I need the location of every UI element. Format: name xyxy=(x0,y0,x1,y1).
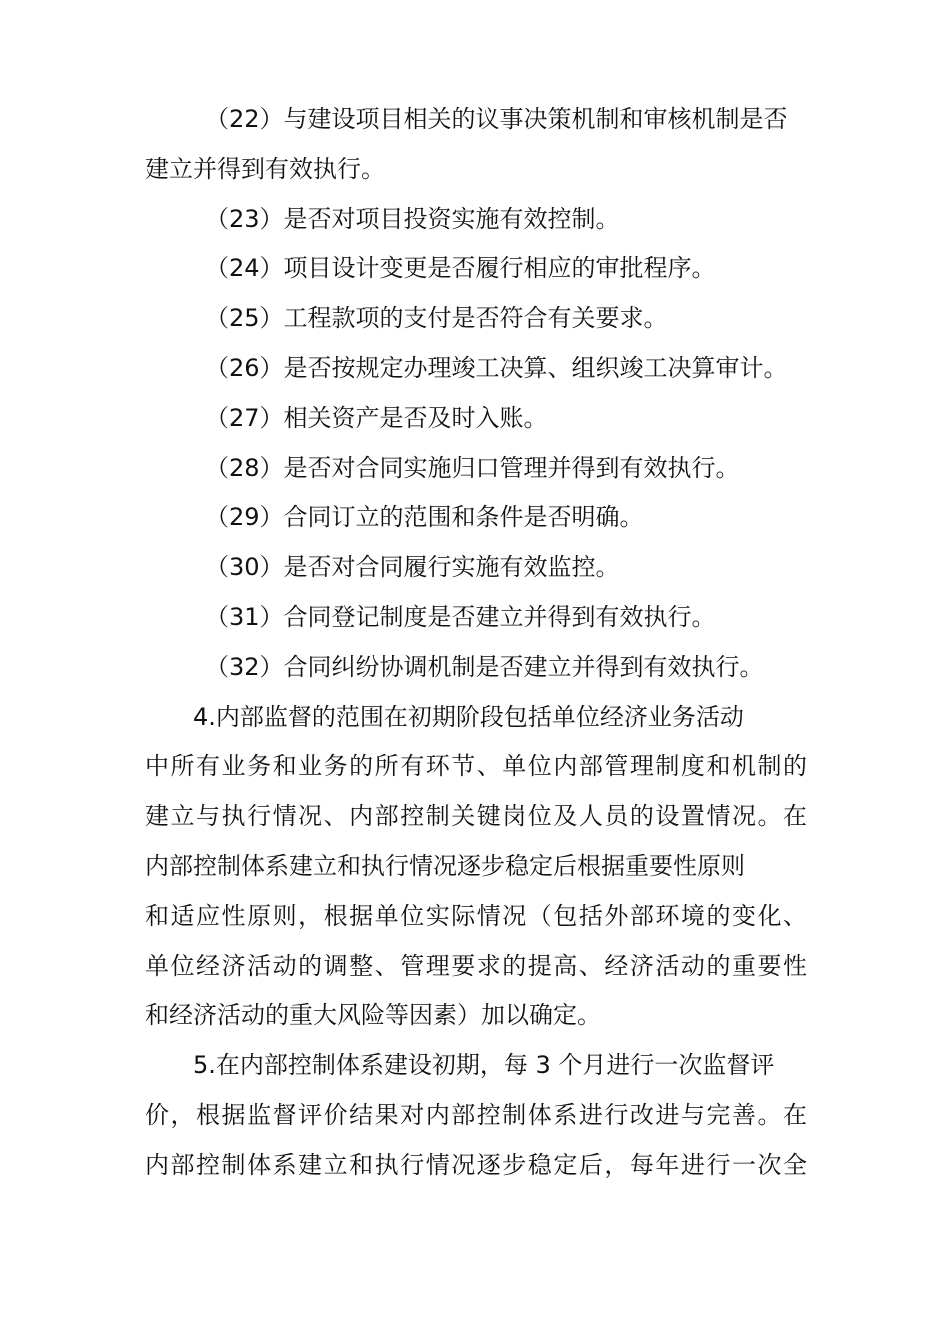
list-item-27: （27）相关资产是否及时入账。 xyxy=(205,403,548,432)
paragraph-4-line: 中所有业务和业务的所有环节、单位内部管理制度和机制的 xyxy=(145,752,807,781)
paragraph-5-line: 5.在内部控制体系建设初期，每 3 个月进行一次监督评 xyxy=(193,1051,775,1080)
list-item-26: （26）是否按规定办理竣工决算、组织竣工决算审计。 xyxy=(205,353,788,382)
paragraph-4-line: 单位经济活动的调整、管理要求的提高、经济活动的重要性 xyxy=(145,951,807,980)
list-item-30: （30）是否对合同履行实施有效监控。 xyxy=(205,553,620,582)
list-item-25: （25）工程款项的支付是否符合有关要求。 xyxy=(205,304,668,333)
paragraph-4-line: 内部控制体系建立和执行情况逐步稳定后根据重要性原则 xyxy=(145,851,745,880)
paragraph-4-line: 和经济活动的重大风险等因素）加以确定。 xyxy=(145,1001,601,1030)
paragraph-5-line: 价，根据监督评价结果对内部控制体系进行改进与完善。在 xyxy=(145,1100,807,1129)
paragraph-4-line: 4.内部监督的范围在初期阶段包括单位经济业务活动 xyxy=(193,702,744,731)
document-body xyxy=(145,95,807,1191)
list-item-24: （24）项目设计变更是否履行相应的审批程序。 xyxy=(205,254,716,283)
list-item-23: （23）是否对项目投资实施有效控制。 xyxy=(205,204,620,233)
list-item-32: （32）合同纠纷协调机制是否建立并得到有效执行。 xyxy=(205,652,764,681)
list-item-31: （31）合同登记制度是否建立并得到有效执行。 xyxy=(205,602,716,631)
paragraph-5-line: 内部控制体系建立和执行情况逐步稳定后，每年进行一次全 xyxy=(145,1150,807,1179)
list-item-22: （22）与建设项目相关的议事决策机制和审核机制是否 xyxy=(205,105,788,133)
list-item-28: （28）是否对合同实施归口管理并得到有效执行。 xyxy=(205,453,740,482)
list-item-22-continuation: 建立并得到有效执行。 xyxy=(145,154,385,183)
list-item-29: （29）合同订立的范围和条件是否明确。 xyxy=(205,503,644,532)
paragraph-4-line: 和适应性原则，根据单位实际情况（包括外部环境的变化、 xyxy=(145,901,807,930)
paragraph-4-line: 建立与执行情况、内部控制关键岗位及人员的设置情况。在 xyxy=(145,802,807,831)
